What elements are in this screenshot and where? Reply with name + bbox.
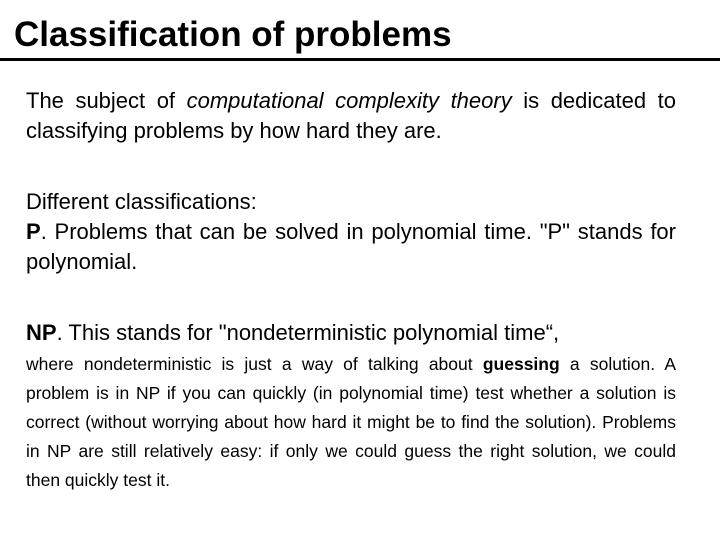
np-explanation-paragraph	[26, 350, 676, 495]
intro-paragraph	[26, 86, 676, 146]
classifications-heading: Different classifications:	[26, 189, 257, 214]
classifications-paragraph	[26, 187, 676, 277]
p-class-description: . Problems that can be solved in polynomial time. "P" stands for polynomial.	[26, 219, 676, 274]
intro-text-end: is dedicated to classifying problems by how hard they are.	[26, 88, 676, 143]
title-underline	[0, 58, 720, 61]
np-paragraph	[26, 318, 676, 348]
slide-title: Classification of problems	[14, 15, 452, 54]
np-explanation-start: where nondeterministic is just a way of talking about	[26, 354, 483, 374]
intro-text-start: The subject of	[26, 88, 187, 113]
intro-emphasis: computational complexity theory	[186, 88, 512, 113]
p-class-label: P	[26, 219, 41, 244]
guessing-emphasis: guessing	[482, 354, 560, 374]
np-class-description: . This stands for "nondeterministic polynomial time“,	[56, 320, 560, 345]
np-explanation-end: a solution. A problem is in NP if you can quickly (in polynomial time) test whether a solution is correct (without worrying about how hard it might be to find the solution). Problems in NP are still relatively easy: if only we could guess the right solution, we could then quickly test it.	[26, 354, 676, 490]
np-class-label: NP	[26, 320, 57, 345]
